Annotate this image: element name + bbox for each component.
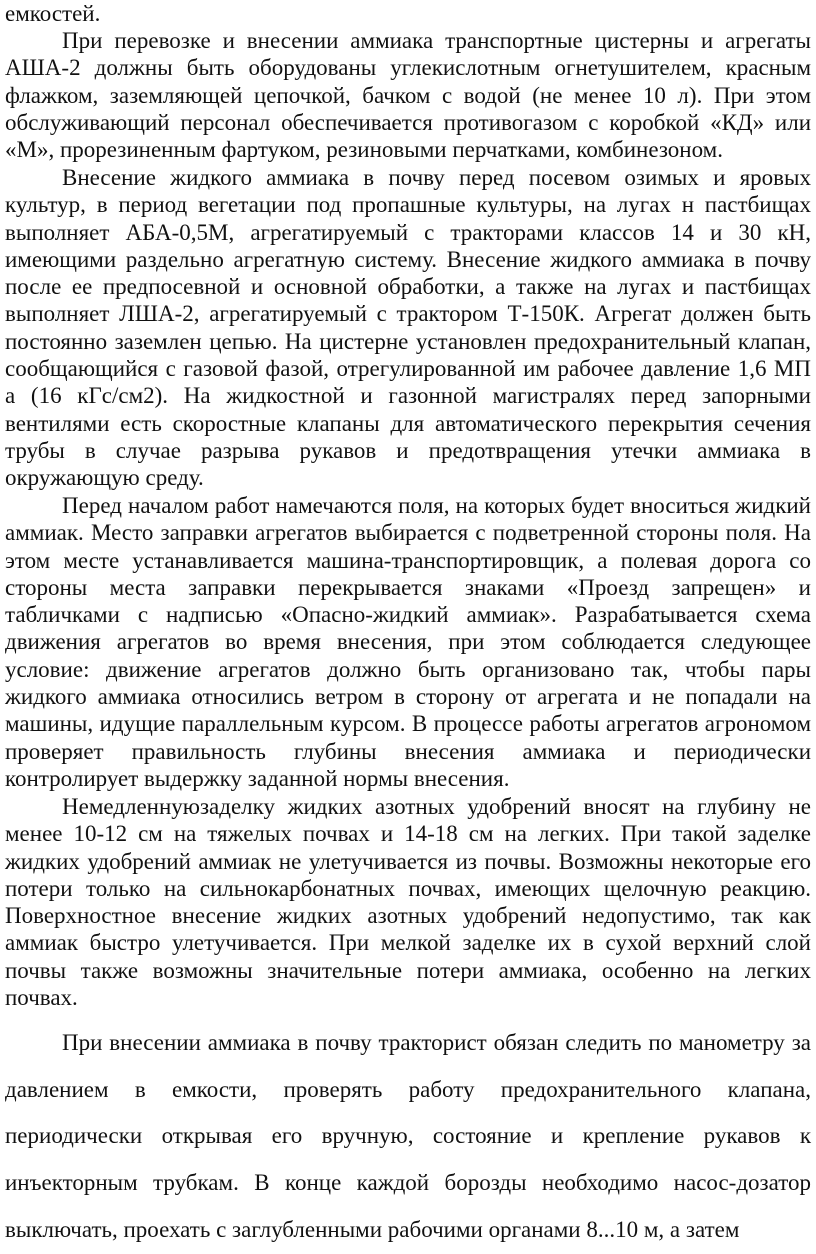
paragraph-field-preparation: Перед началом работ намечаются поля, на которых будет вноситься жидкий аммиак. Место заправки агрегатов выбирается с подветренной стороны поля. На этом месте устанавливается машина-транспортировщик, а полевая дорога со стороны места заправки перекрывается знаками «Проезд запрещен» и табличками с надписью «Опасно-жидкий аммиак». Разрабатывается схема движения агрегатов во время внесения, при этом соблюдается следующее условие: движение агрегатов должно быть организовано так, чтобы пары жидкого аммиака относились ветром в сторону от агрегата и не попадали на машины, идущие параллельным курсом. В процессе работы агрегатов агрономом проверяет правильность глубины внесения аммиака и периодически контролирует выдержку заданной нормы внесения. [5, 493, 811, 791]
paragraph-tractor-driver-duties: При внесении аммиака в почву тракторист обязан следить по манометру за давлением в емкости, проверять работу предохранительного клапана, периодически открывая его вручную, состояние и крепление рукавов к инъекторным трубкам. В конце каждой борозды необходимо насос-дозатор выключать, проехать с заглубленными рабочими органами 8...10 м, а затем [5, 1030, 811, 1242]
paragraph-continuation: емкостей. [5, 1, 101, 26]
paragraph-transport-equipment: При перевозке и внесении аммиака транспортные цистерны и агрегаты АША-2 должны быть оборудованы углекислотным огнетушителем, красным флажком, заземляющей цепочкой, бачком с водой (не менее 10 л). При этом обслуживающий персонал обеспечивается противогазом с коробкой «КД» или «М», прорезиненным фартуком, резиновыми перчатками, комбинезоном. [5, 28, 811, 163]
paragraph-ammonia-application: Внесение жидкого аммиака в почву перед посевом озимых и яровых культур, в период вегетации под пропашные культуры, на лугах н пастбищах выполняет АБА-0,5М, агрегатируемый с тракторами классов 14 и 30 кН, имеющими раздельно агрегатную систему. Внесение жидкого аммиака в почву после ее предпосевной и основной обработки, а также на лугах и пастбищах выполняет ЛША-2, агрегатируемый с трактором Т-150К. Агрегат должен быть постоянно заземлен цепью. На цистерне установлен предохранительный клапан, сообщающийся с газовой фазой, отрегулированной им рабочее давление 1,6 МП а (16 кГс/см2). На жидкостной и газонной магистралях перед запорными вентилями есть скоростные клапаны для автоматического перекрытия сечения трубы в случае разрыва рукавов и предотвращения утечки аммиака в окружающую среду. [5, 165, 811, 491]
paragraph-incorporation-depth: Немедленнуюзаделку жидких азотных удобрений вносят на глубину не менее 10-12 см на тяжелых почвах и 14-18 см на легких. При такой заделке жидких удобрений аммиак не улетучивается из почвы. Возможны некоторые его потери только на сильнокарбонатных почвах, имеющих щелочную реакцию. Поверхностное внесение жидких азотных удобрений недопустимо, так как аммиак быстро улетучивается. При мелкой заделке их в сухой верхний слой почвы также возможны значительные потери аммиака, особенно на легких почвах. [5, 794, 811, 1011]
